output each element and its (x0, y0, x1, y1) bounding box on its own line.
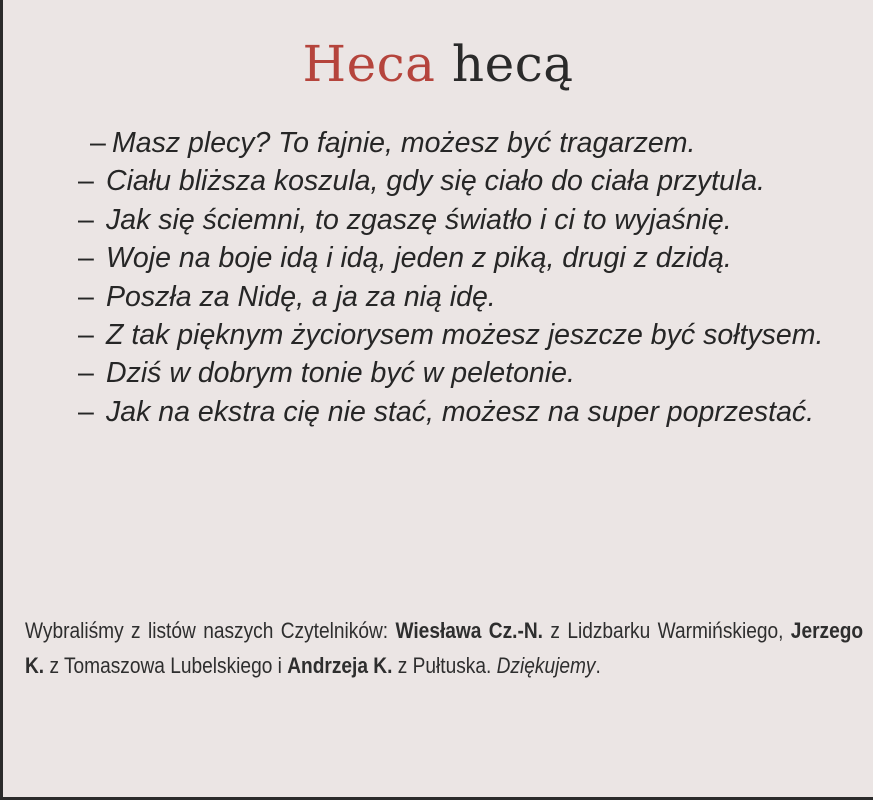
quote-text: Jak na ekstra cię nie stać, możesz na super poprzestać. (106, 395, 815, 428)
quote-dash: – (78, 319, 94, 352)
quote-item (78, 239, 861, 277)
quote-text: Z tak pięknym życiorysem możesz jeszcze być sołtysem. (106, 319, 824, 352)
quote-dash: – (90, 127, 106, 159)
contributor-name: Andrzeja K. (287, 652, 393, 678)
quote-text: Ciału bliższa koszula, gdy się ciało do ciała przytula. (106, 165, 765, 198)
thanks-text: Dziękujemy (496, 652, 596, 678)
contributor-place: z Tomaszowa Lubelskiego i (44, 652, 288, 678)
page-title (3, 34, 873, 94)
quote-item (78, 393, 861, 431)
quote-text: Poszła za Nidę, a ja za nią idę. (106, 280, 496, 313)
quote-item (78, 162, 861, 200)
quote-dash: – (78, 242, 94, 275)
quote-dash: – (78, 280, 94, 313)
quote-dash: – (78, 395, 94, 428)
title-part-red: Heca (302, 35, 436, 93)
quotes-list (78, 124, 861, 431)
title-part-dark: hecą (451, 35, 574, 93)
quote-item (78, 278, 861, 316)
quote-text: Jak się ściemni, to zgaszę światło i ci to wyjaśnię. (106, 203, 732, 236)
quote-item (78, 316, 861, 354)
quote-text: Dziś w dobrym tonie być w peletonie. (106, 357, 575, 390)
credits-paragraph (25, 614, 863, 683)
quote-dash: – (78, 165, 94, 198)
credits-intro: Wybraliśmy z listów naszych Czytelników: (25, 618, 396, 643)
quote-dash: – (78, 357, 94, 390)
contributor-name: Jerzego K. (25, 618, 864, 678)
quote-dash: – (78, 203, 94, 236)
quote-item (78, 354, 861, 392)
contributor-name: Wiesława Cz.-N. (395, 618, 543, 643)
credits-end: . (595, 652, 601, 678)
contributor-place: z Pułtuska. (392, 652, 497, 678)
quote-item (78, 201, 861, 239)
quote-text: Masz plecy? To fajnie, możesz być tragarzem. (112, 127, 696, 159)
quote-text: Woje na boje idą i idą, jeden z piką, drugi z dzidą. (106, 242, 732, 275)
quote-item (78, 124, 861, 162)
contributor-place: z Lidzbarku Warmińskiego, (542, 618, 791, 643)
